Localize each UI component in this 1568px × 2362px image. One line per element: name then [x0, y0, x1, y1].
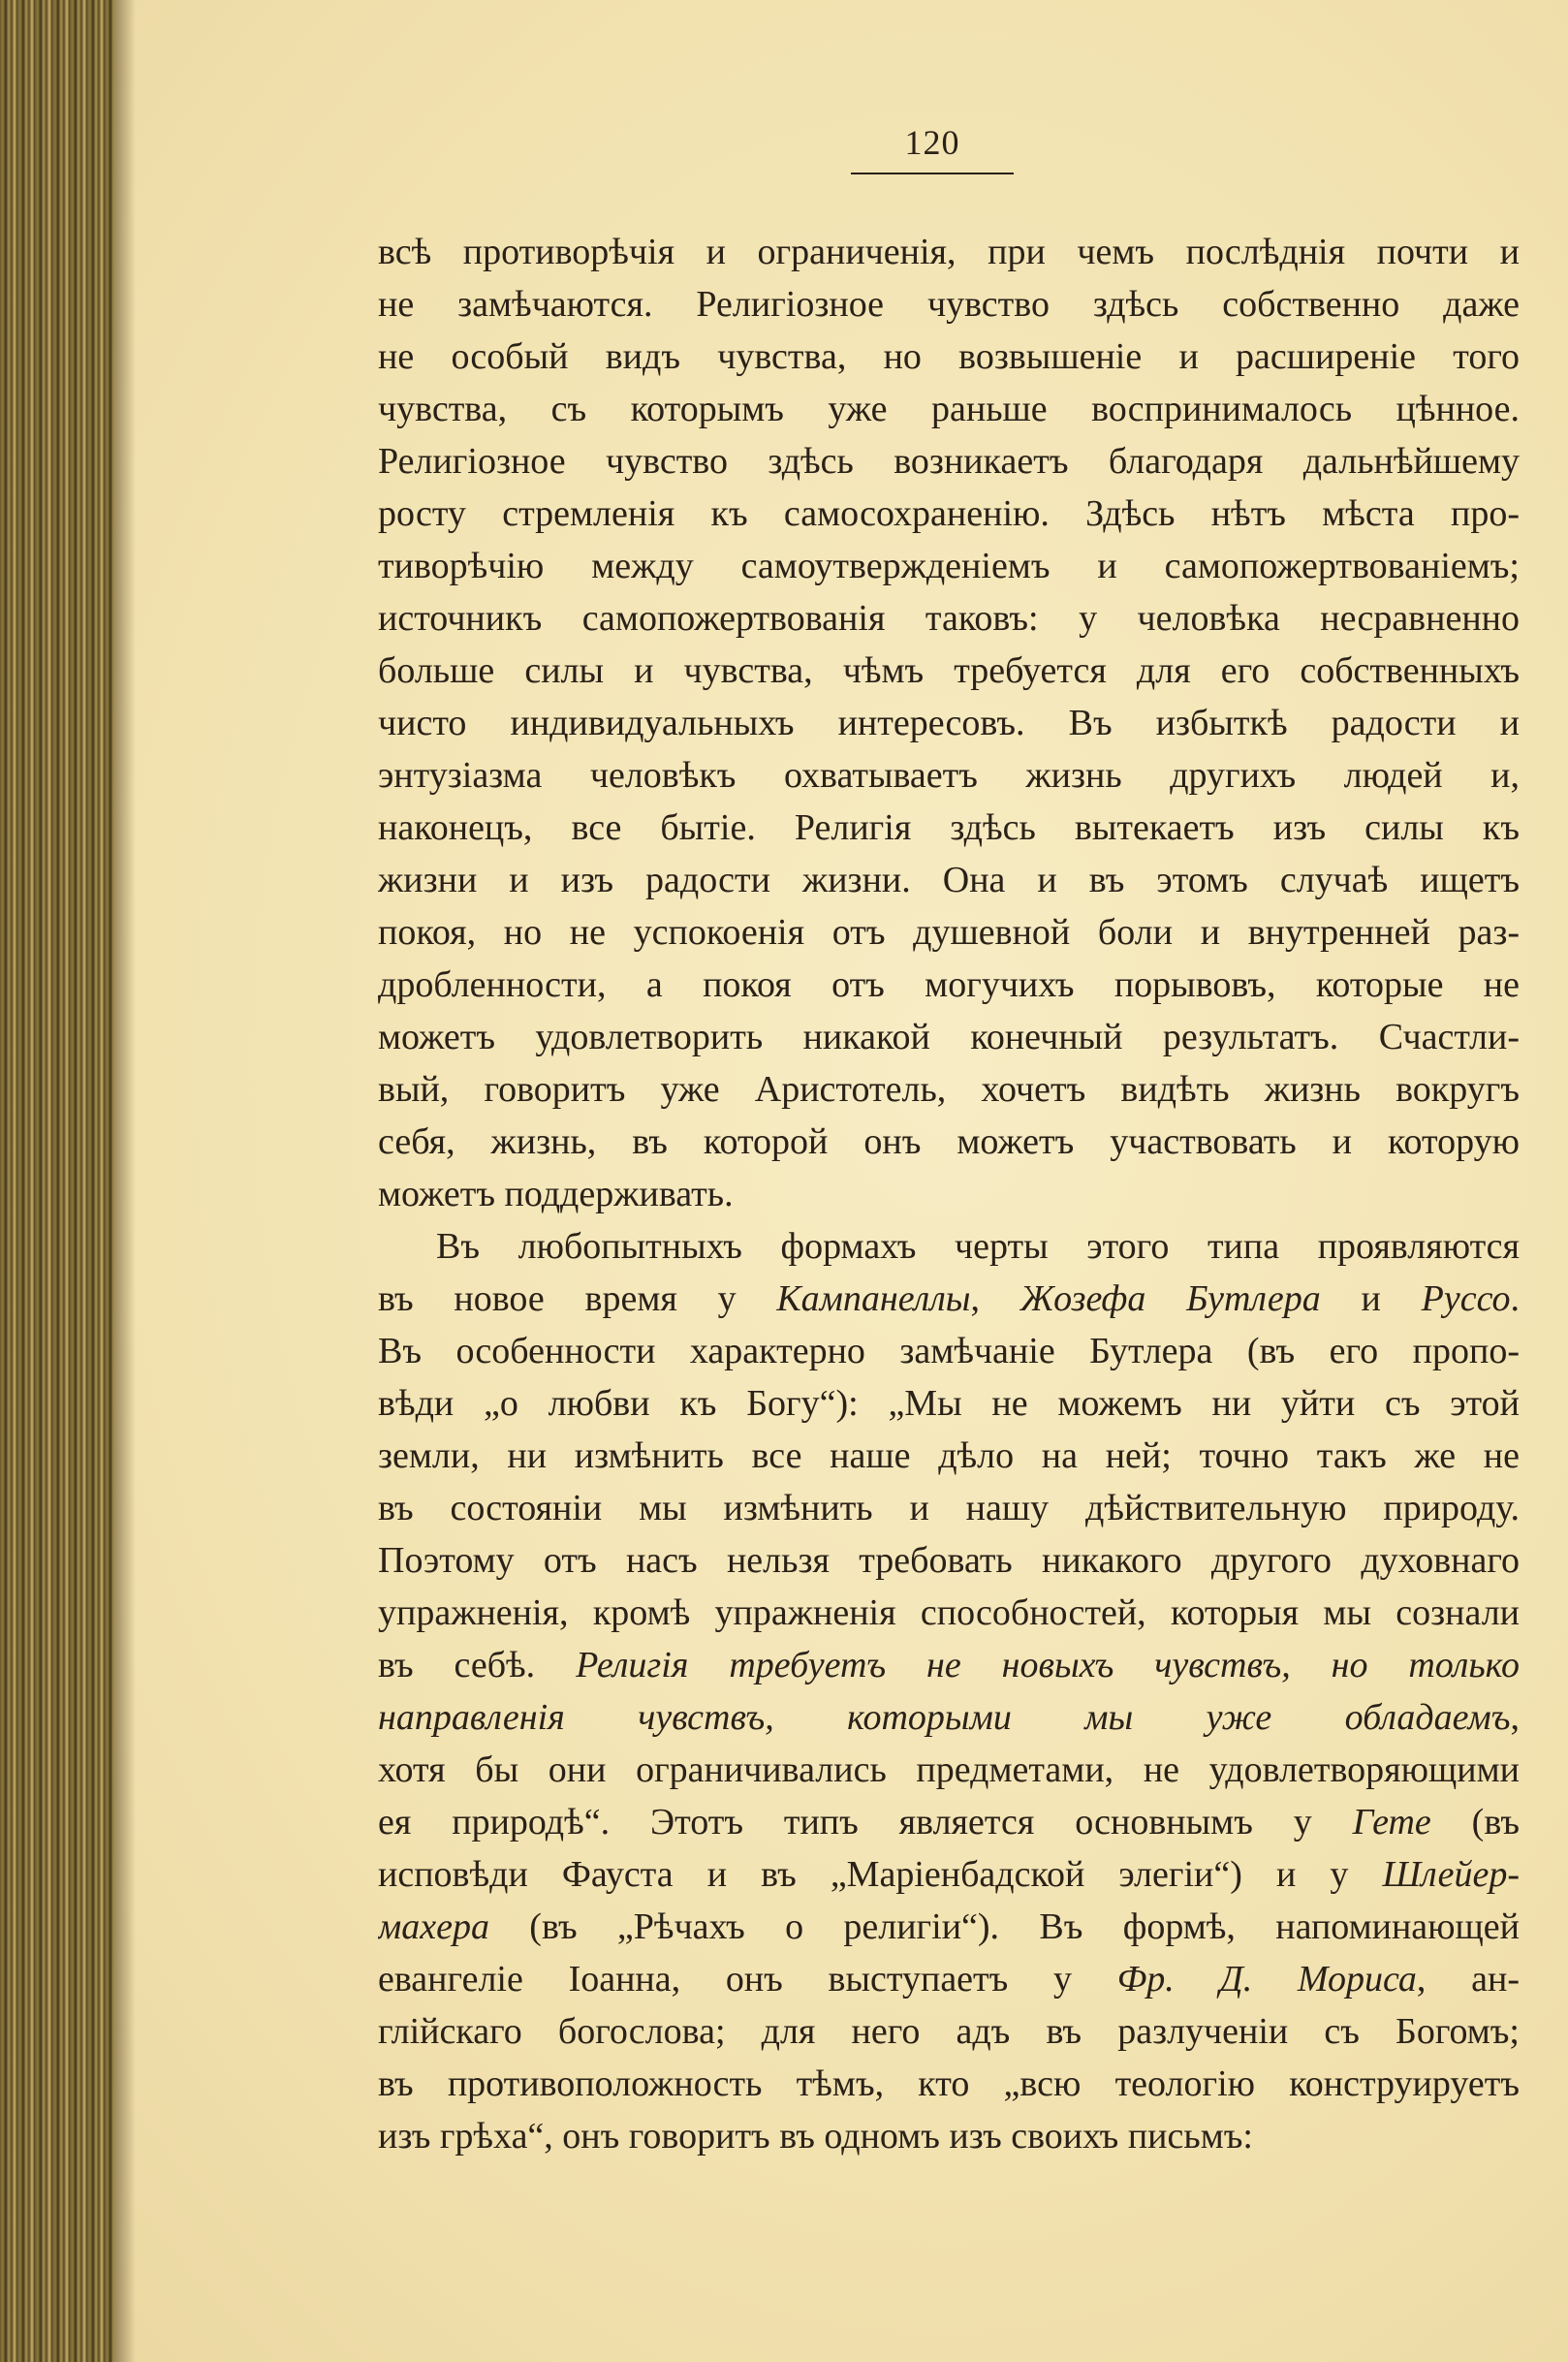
text-line: [378, 2058, 1520, 2110]
emphasized-text: направленія чувствъ, которыми мы уже обладаемъ: [378, 1697, 1511, 1738]
text-line: [378, 2110, 1520, 2162]
text-run: себя, жизнь, въ которой онъ можетъ участвовать и которую: [378, 1121, 1520, 1162]
text-run: чувства, съ которымъ уже раньше воспринималось цѣнное.: [378, 389, 1520, 429]
text-line: [378, 488, 1520, 540]
text-run: ,: [1510, 1697, 1520, 1738]
text-run: въ противоположность тѣмъ, кто „всю теологію конструируетъ: [378, 2063, 1520, 2104]
emphasized-text: Фр. Д. Мориса: [1116, 1959, 1417, 2000]
text-run: (въ „Рѣчахъ о религіи“). Въ формѣ, напоминающей: [488, 1906, 1520, 1947]
text-run: Религіозное чувство здѣсь возникаетъ благодаря дальнѣйшему: [378, 441, 1520, 482]
text-line: [378, 435, 1520, 488]
page-number: 120: [904, 123, 960, 162]
text-run: въ новое время у: [378, 1278, 777, 1319]
text-line: [378, 1325, 1520, 1377]
text-run: евангеліе Іоанна, онъ выступаетъ у: [378, 1959, 1117, 2000]
text-run: тиворѣчію между самоутвержденіемъ и самопожертвованіемъ;: [378, 546, 1520, 586]
book-binding-edge: [0, 0, 114, 2362]
text-line: [378, 1063, 1520, 1116]
text-line: [378, 802, 1520, 854]
paragraph: [378, 226, 1520, 1220]
text-run: упражненія, кромѣ упражненія способностей, которыя мы сознали: [378, 1592, 1520, 1633]
text-run: изъ грѣха“, онъ говоритъ въ одномъ изъ своихъ письмъ:: [378, 2116, 1253, 2157]
text-line: [378, 278, 1520, 331]
text-run: чисто индивидуальныхъ интересовъ. Въ избыткѣ радости и: [378, 703, 1520, 743]
text-run: исповѣди Фауста и въ „Маріенбадской элегіи“) и у: [378, 1854, 1383, 1895]
text-run: наконецъ, все бытіе. Религія здѣсь вытекаетъ изъ силы къ: [378, 807, 1520, 848]
emphasized-text: Шлейер-: [1382, 1854, 1520, 1895]
text-line: [378, 854, 1520, 906]
emphasized-text: Религія требуетъ не новыхъ чувствъ, но только: [576, 1645, 1520, 1685]
body-text: [378, 226, 1520, 2162]
emphasized-text: Руссо: [1421, 1278, 1511, 1319]
text-line: [378, 1273, 1520, 1325]
text-run: жизни и изъ радости жизни. Она и въ этомъ случаѣ ищетъ: [378, 860, 1520, 900]
text-run: глійскаго богослова; для него адъ въ разлученіи съ Богомъ;: [378, 2011, 1520, 2052]
text-line: [378, 592, 1520, 645]
text-line: [378, 1953, 1520, 2005]
text-run: .: [1510, 1278, 1520, 1319]
text-run: хотя бы они ограничивались предметами, не удовлетворяющими: [378, 1749, 1520, 1790]
text-run: (въ: [1430, 1802, 1520, 1842]
text-run: вѣди „о любви къ Богу“): „Мы не можемъ ни уйти съ этой: [378, 1383, 1520, 1424]
text-run: не замѣчаются. Религіозное чувство здѣсь собственно даже: [378, 284, 1520, 325]
text-run: въ себѣ.: [378, 1645, 577, 1685]
text-run: дробленности, а покоя отъ могучихъ порывовъ, которые не: [378, 964, 1520, 1005]
text-run: Поэтому отъ насъ нельзя требовать никакого другого духовнаго: [378, 1540, 1520, 1581]
emphasized-text: Жозефа Бутлера: [1019, 1278, 1321, 1319]
text-run: ея природѣ“. Этотъ типъ является основнымъ у: [378, 1802, 1353, 1842]
text-line: [378, 1011, 1520, 1063]
text-line: [378, 1377, 1520, 1430]
text-run: въ состояніи мы измѣнить и нашу дѣйствительную природу.: [378, 1488, 1520, 1528]
page-number-underline: [851, 173, 1014, 174]
text-run: , ан-: [1416, 1959, 1520, 2000]
text-line: [378, 1482, 1520, 1534]
text-run: и: [1320, 1278, 1422, 1319]
text-line: [378, 645, 1520, 697]
text-run: можетъ поддерживать.: [378, 1174, 734, 1214]
text-run: покоя, но не успокоенія отъ душевной боли и внутренней раз-: [378, 912, 1520, 953]
text-line: [378, 749, 1520, 802]
text-line: [378, 540, 1520, 592]
text-run: земли, ни измѣнить все наше дѣло на ней; точно такъ же не: [378, 1435, 1520, 1476]
text-line: [378, 1534, 1520, 1587]
paragraph: [378, 1220, 1520, 2162]
text-run: источникъ самопожертвованія таковъ: у человѣка несравненно: [378, 598, 1520, 639]
text-line: [378, 1168, 1520, 1220]
text-run: Въ особенности характерно замѣчаніе Бутлера (въ его пропо-: [378, 1331, 1520, 1371]
text-line: [378, 1587, 1520, 1639]
text-line: [378, 1744, 1520, 1796]
text-run: Въ любопытныхъ формахъ черты этого типа проявляются: [436, 1226, 1520, 1267]
text-line: [378, 1220, 1520, 1273]
text-run: росту стремленія къ самосохраненію. Здѣсь нѣтъ мѣста про-: [378, 493, 1520, 534]
text-line: [378, 1639, 1520, 1691]
text-line: [378, 1901, 1520, 1953]
text-line: [378, 906, 1520, 959]
text-line: [378, 2005, 1520, 2058]
text-line: [378, 383, 1520, 435]
text-run: вый, говоритъ уже Аристотель, хочетъ видѣть жизнь вокругъ: [378, 1069, 1520, 1110]
text-run: не особый видъ чувства, но возвышеніе и расширеніе того: [378, 336, 1520, 377]
text-line: [378, 1430, 1520, 1482]
text-run: больше силы и чувства, чѣмъ требуется для его собственныхъ: [378, 650, 1520, 691]
text-run: можетъ удовлетворить никакой конечный результатъ. Счастли-: [378, 1017, 1520, 1057]
text-line: [378, 331, 1520, 383]
text-line: [378, 226, 1520, 278]
emphasized-text: Гете: [1352, 1802, 1431, 1842]
text-line: [378, 959, 1520, 1011]
text-run: всѣ противорѣчія и ограниченія, при чемъ послѣднія почти и: [378, 232, 1520, 272]
text-run: энтузіазма человѣкъ охватываетъ жизнь другихъ людей и,: [378, 755, 1520, 796]
text-line: [378, 697, 1520, 749]
text-line: [378, 1848, 1520, 1901]
text-line: [378, 1796, 1520, 1848]
text-run: ,: [970, 1278, 1020, 1319]
text-line: [378, 1116, 1520, 1168]
text-line: [378, 1691, 1520, 1744]
emphasized-text: Кампанеллы: [776, 1278, 971, 1319]
emphasized-text: махера: [378, 1906, 489, 1947]
